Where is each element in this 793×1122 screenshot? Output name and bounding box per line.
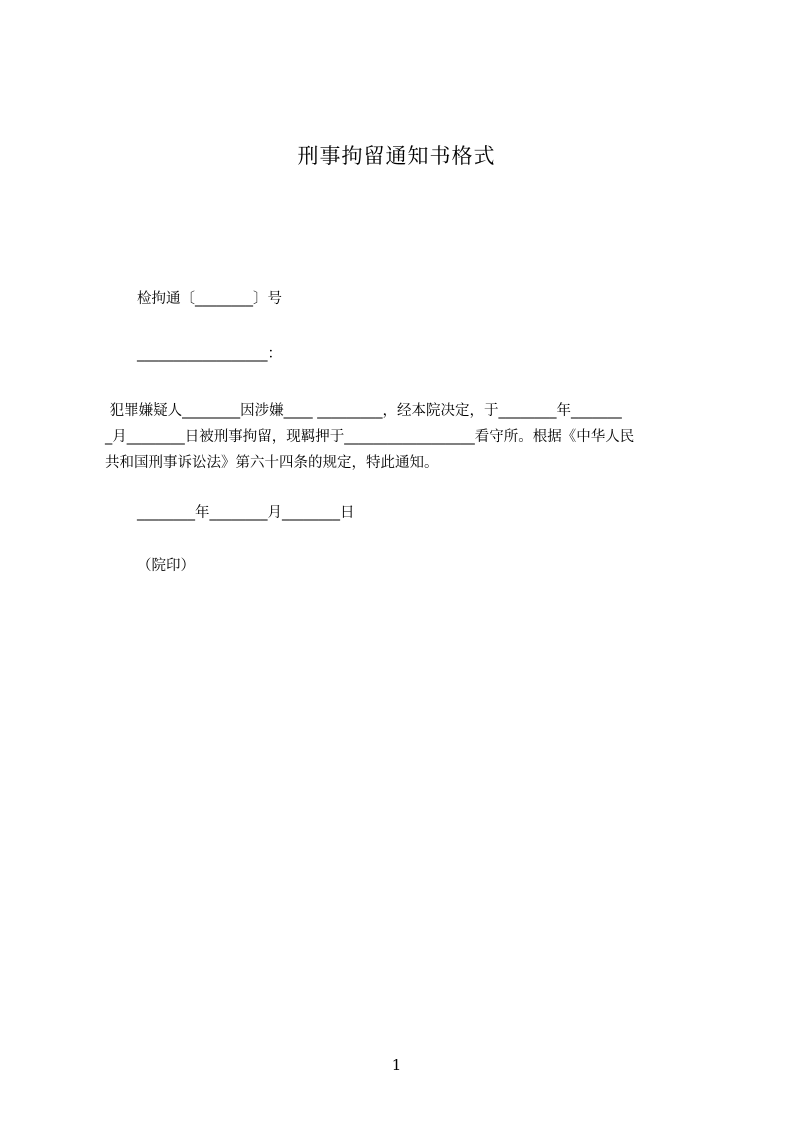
page-number: 1 (391, 1056, 402, 1074)
date-line: ________年________月________日 (137, 505, 355, 521)
case-number-line: 检拘通〔________〕号 (137, 291, 282, 307)
document-title: 刑事拘留通知书格式 (297, 144, 496, 168)
body-line: _月________日被刑事拘留，现羁押于__________________看守所。根据《中华人民 (105, 429, 635, 445)
recipient-line: __________________： (137, 346, 282, 362)
seal-line: （院印） (137, 558, 195, 574)
body-line: 共和国刑事诉讼法》第六十四条的规定，特此通知。 (105, 455, 439, 471)
notice-body (105, 398, 705, 476)
body-line: 犯罪嫌疑人________因涉嫌____ _________，经本院决定，于________年_______ (105, 403, 622, 419)
